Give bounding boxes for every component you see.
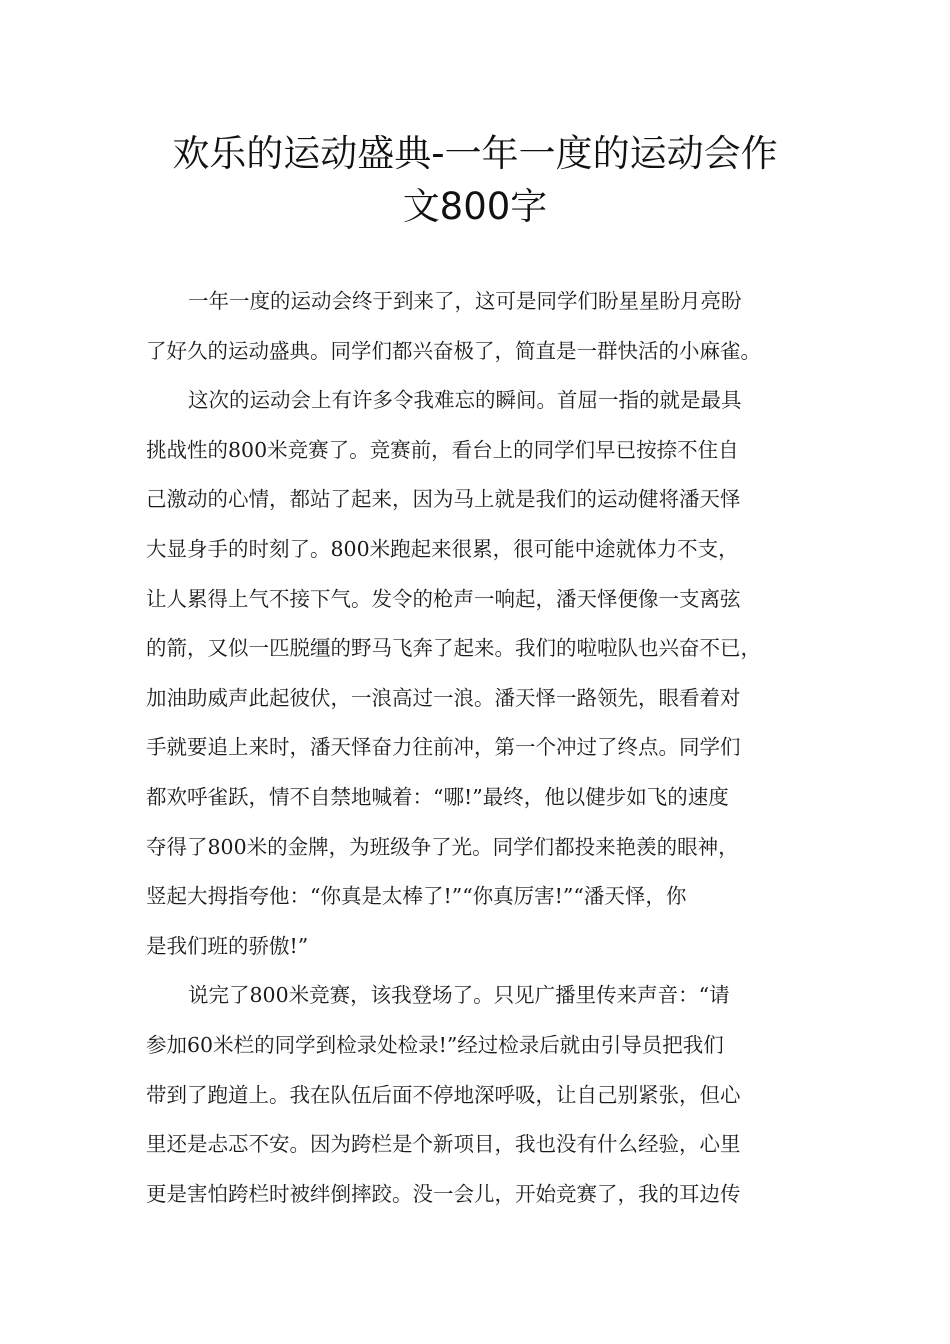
paragraph-line: 是我们班的骄傲!”	[146, 933, 309, 958]
paragraph-line: 手就要追上来时，潘天怿奋力往前冲，第一个冲过了终点。同学们	[146, 735, 741, 760]
paragraph-line: 加油助威声此起彼伏，一浪高过一浪。潘天怿一路领先，眼看着对	[146, 685, 741, 710]
title-line-1: 欢乐的运动盛典-一年一度的运动会作	[172, 132, 778, 175]
paragraph-line: 夺得了800米的金牌，为班级争了光。同学们都投来艳羡的眼神，	[146, 834, 739, 859]
page-title	[100, 127, 850, 233]
paragraph-line: 一年一度的运动会终于到来了，这可是同学们盼星星盼月亮盼	[188, 289, 742, 313]
paragraph-line: 了好久的运动盛典。同学们都兴奋极了，简直是一群快活的小麻雀。	[146, 338, 761, 363]
article-body	[146, 277, 826, 1219]
paragraph-line: 说完了800米竞赛，该我登场了。只见广播里传来声音：“请	[188, 983, 730, 1008]
paragraph-line: 挑战性的800米竞赛了。竞赛前，看台上的同学们早已按捺不住自	[146, 437, 739, 462]
paragraph-line: 这次的运动会上有许多令我难忘的瞬间。首屈一指的就是最具	[188, 388, 742, 413]
paragraph-line: 更是害怕跨栏时被绊倒摔跤。没一会儿，开始竞赛了，我的耳边传	[146, 1181, 741, 1206]
paragraph-line: 都欢呼雀跃，情不自禁地喊着：“哪!”最终，他以健步如飞的速度	[146, 784, 729, 809]
paragraph-line: 己激动的心情，都站了起来，因为马上就是我们的运动健将潘天怿	[146, 487, 741, 512]
paragraph-line: 竖起大拇指夸他：“你真是太棒了!”“你真厉害!”“潘天怿，你	[146, 884, 687, 909]
paragraph-line: 带到了跑道上。我在队伍后面不停地深呼吸，让自己别紧张，但心	[146, 1082, 741, 1107]
paragraph-line: 参加60米栏的同学到检录处检录!”经过检录后就由引导员把我们	[146, 1032, 724, 1057]
paragraph-line: 让人累得上气不接下气。发令的枪声一响起，潘天怿便像一支离弦	[146, 586, 741, 611]
paragraph-line: 里还是忐忑不安。因为跨栏是个新项目，我也没有什么经验，心里	[146, 1132, 741, 1157]
paragraph-line: 的箭，又似一匹脱缰的野马飞奔了起来。我们的啦啦队也兴奋不已，	[146, 636, 761, 661]
paragraph-line: 大显身手的时刻了。800米跑起来很累，很可能中途就体力不支，	[146, 536, 739, 561]
title-line-2: 文800字	[402, 185, 548, 228]
